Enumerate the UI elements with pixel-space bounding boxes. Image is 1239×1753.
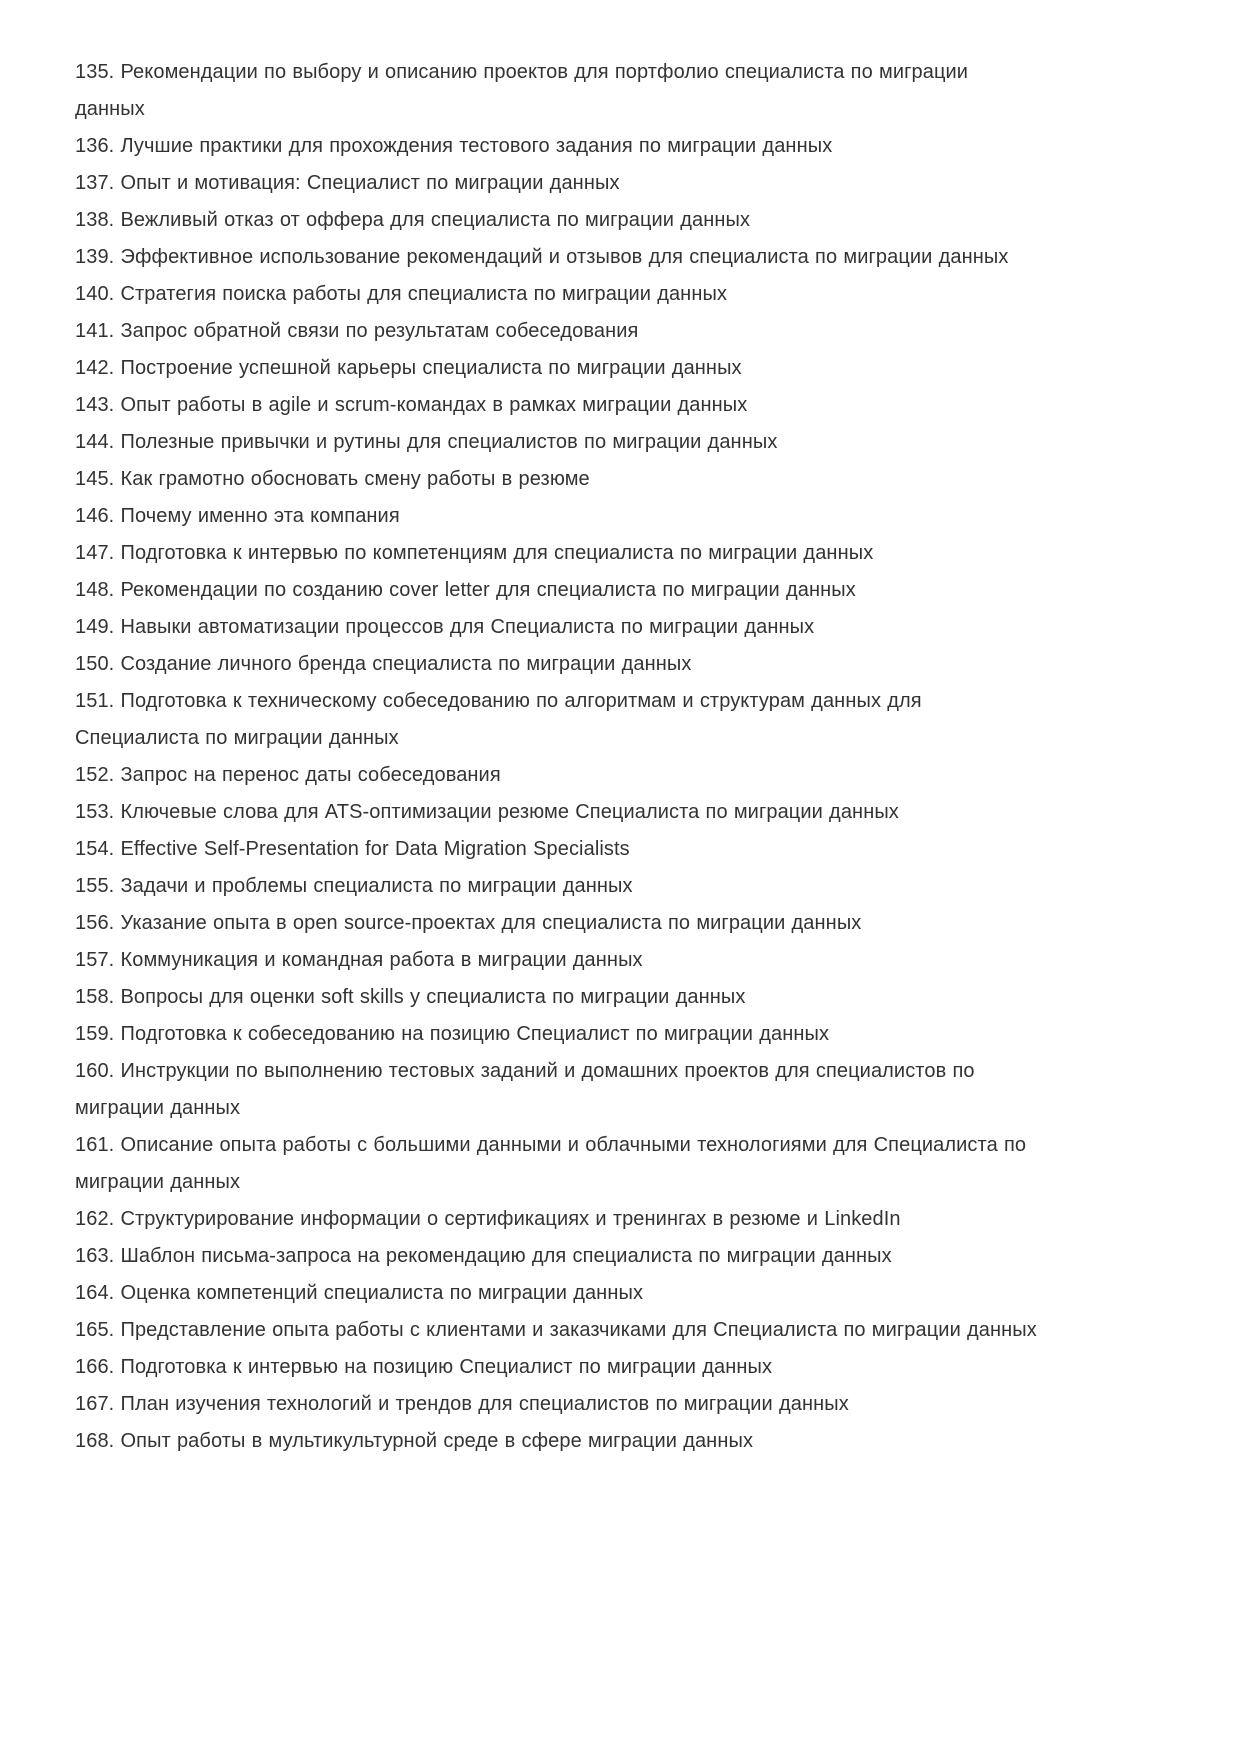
- list-item: 161. Описание опыта работы с большими данными и облачными технологиями для Специалиста по миграции данных: [75, 1134, 1027, 1193]
- list-item: 142. Построение успешной карьеры специалиста по миграции данных: [75, 357, 742, 379]
- list-item: 147. Подготовка к интервью по компетенциям для специалиста по миграции данных: [75, 542, 874, 564]
- list-item: 157. Коммуникация и командная работа в миграции данных: [75, 949, 643, 971]
- list-item: 148. Рекомендации по созданию cover letter для специалиста по миграции данных: [75, 579, 856, 601]
- list-item: 136. Лучшие практики для прохождения тестового задания по миграции данных: [75, 135, 833, 157]
- list-item: 138. Вежливый отказ от оффера для специалиста по миграции данных: [75, 209, 751, 231]
- list-item: 163. Шаблон письма-запроса на рекомендацию для специалиста по миграции данных: [75, 1245, 892, 1267]
- list-item: 166. Подготовка к интервью на позицию Специалист по миграции данных: [75, 1356, 773, 1378]
- list-item: 146. Почему именно эта компания: [75, 505, 400, 527]
- list-item: 155. Задачи и проблемы специалиста по миграции данных: [75, 875, 633, 897]
- list-item: 143. Опыт работы в agile и scrum-командах в рамках миграции данных: [75, 394, 748, 416]
- list-item: 165. Представление опыта работы с клиентами и заказчиками для Специалиста по миграции данных: [75, 1319, 1037, 1341]
- list-item: 152. Запрос на перенос даты собеседования: [75, 764, 501, 786]
- list-item: 156. Указание опыта в open source-проектах для специалиста по миграции данных: [75, 912, 862, 934]
- list-item: 159. Подготовка к собеседованию на позицию Специалист по миграции данных: [75, 1023, 830, 1045]
- list-item: 168. Опыт работы в мультикультурной среде в сфере миграции данных: [75, 1430, 754, 1452]
- list-item: 153. Ключевые слова для ATS-оптимизации резюме Специалиста по миграции данных: [75, 801, 899, 823]
- list-item: 154. Effective Self-Presentation for Data Migration Specialists: [75, 838, 630, 860]
- list-item: 149. Навыки автоматизации процессов для Специалиста по миграции данных: [75, 616, 815, 638]
- list-item: 139. Эффективное использование рекомендаций и отзывов для специалиста по миграции данных: [75, 246, 1009, 268]
- list-item: 160. Инструкции по выполнению тестовых заданий и домашних проектов для специалистов по миграции данных: [75, 1060, 975, 1119]
- list-item: 151. Подготовка к техническому собеседованию по алгоритмам и структурам данных для Специалиста по миграции данных: [75, 690, 922, 749]
- list-item: 158. Вопросы для оценки soft skills у специалиста по миграции данных: [75, 986, 746, 1008]
- list-item: 150. Создание личного бренда специалиста по миграции данных: [75, 653, 692, 675]
- list-item: 167. План изучения технологий и трендов для специалистов по миграции данных: [75, 1393, 849, 1415]
- list-item: 164. Оценка компетенций специалиста по миграции данных: [75, 1282, 644, 1304]
- list-item: 144. Полезные привычки и рутины для специалистов по миграции данных: [75, 431, 778, 453]
- list-item: 145. Как грамотно обосновать смену работы в резюме: [75, 468, 590, 490]
- numbered-list: [75, 54, 1044, 1460]
- list-item: 140. Стратегия поиска работы для специалиста по миграции данных: [75, 283, 728, 305]
- list-item: 162. Структурирование информации о сертификациях и тренингах в резюме и LinkedIn: [75, 1208, 901, 1230]
- list-item: 135. Рекомендации по выбору и описанию проектов для портфолио специалиста по миграции данных: [75, 61, 969, 120]
- list-item: 137. Опыт и мотивация: Специалист по миграции данных: [75, 172, 620, 194]
- list-item: 141. Запрос обратной связи по результатам собеседования: [75, 320, 639, 342]
